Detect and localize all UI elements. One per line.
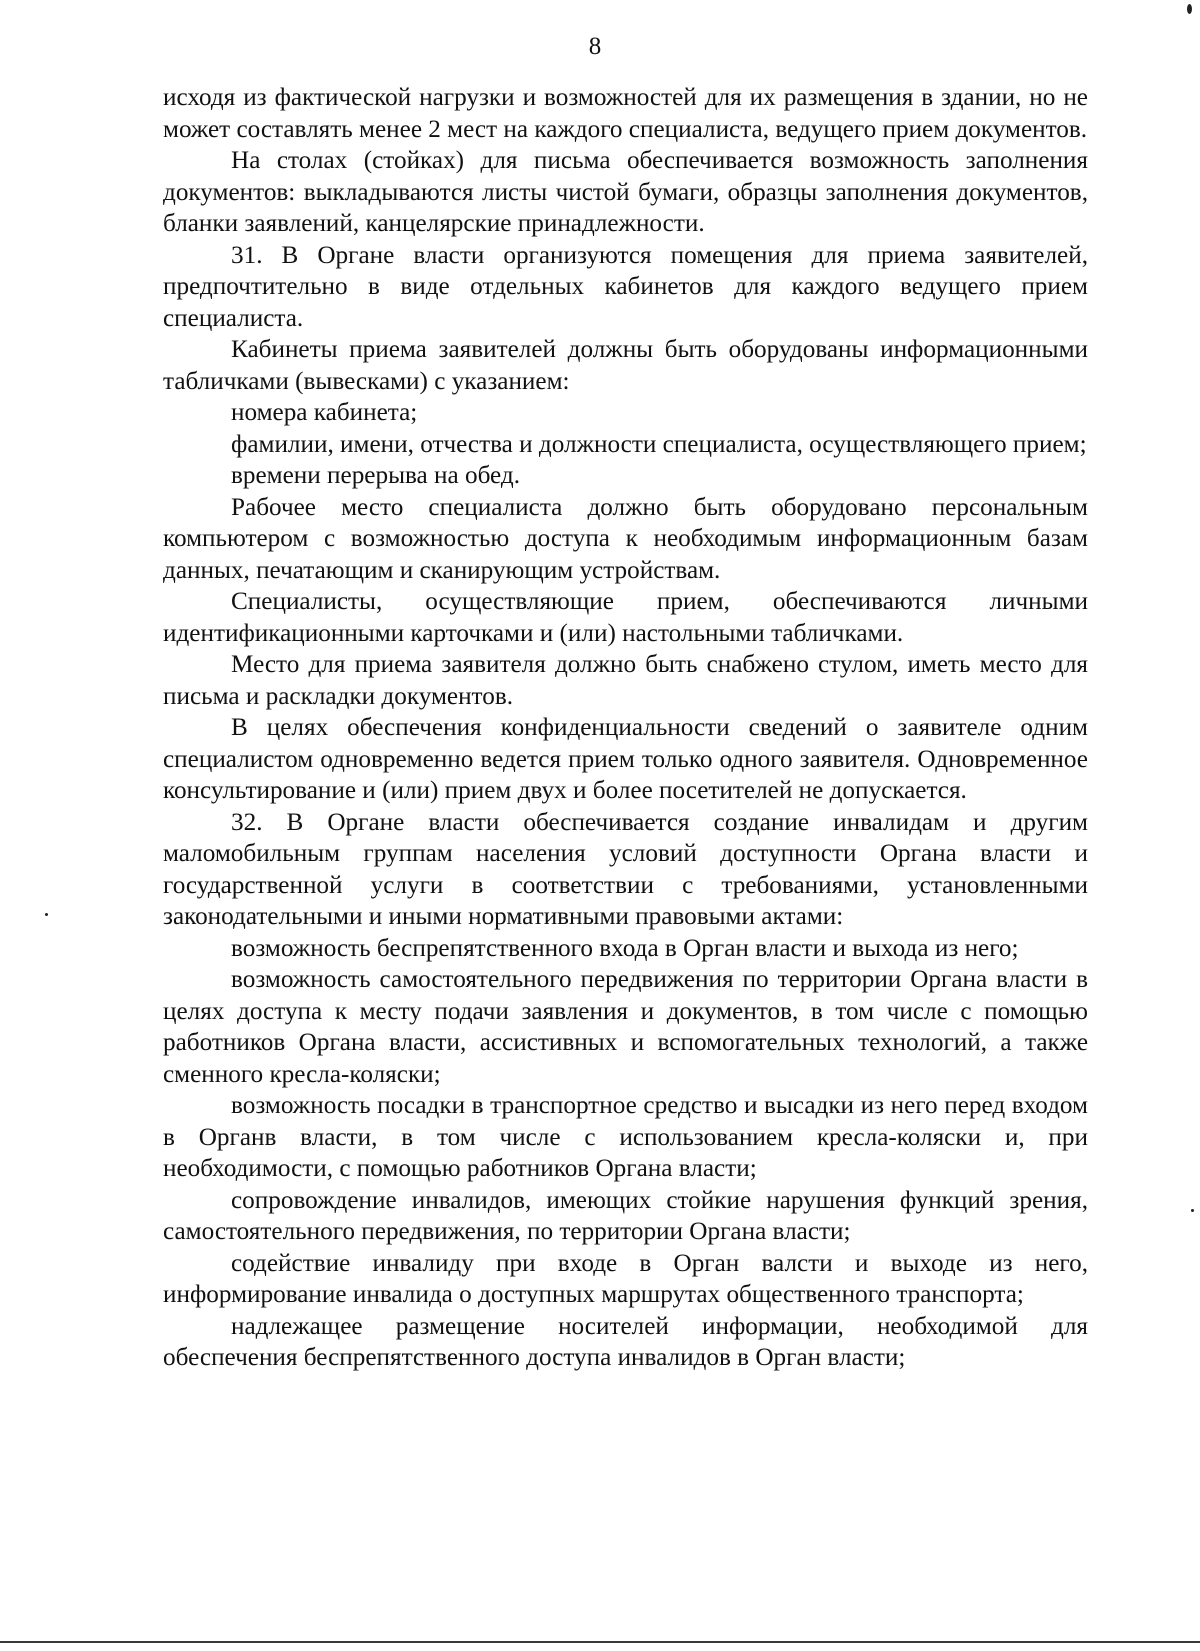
list-item: надлежащее размещение носителей информации, необходимой для обеспечения беспрепятственного доступа инвалидов в Орган власти; (163, 1312, 1088, 1371)
paragraph: Рабочее место специалиста должно быть оборудовано персональным компьютером с возможностью доступа к необходимым информационным базам данных, печатающим и сканирующим устройствам. (163, 493, 1088, 584)
paragraph: 32. В Органе власти обеспечивается создание инвалидам и другим маломобильным группам населения условий доступности Органа власти и государственной услуги в соответствии с требованиями, установленными законодательными и иными нормативными правовыми актами: (163, 808, 1088, 930)
paragraph: В целях обеспечения конфиденциальности сведений о заявителе одним специалистом одновременно ведется прием только одного заявителя. Одновременное консультирование и (или) прием двух и более посетителей не допускается. (163, 714, 1088, 804)
list-item: фамилии, имени, отчества и должности специалиста, осуществляющего прием; (231, 430, 1087, 458)
scan-speck (1187, 4, 1192, 14)
list-item: возможность самостоятельного передвижения по территории Органа власти в целях доступа к месту подачи заявления и документов, в том числе с помощью работников Органа власти, ассистивных и вспомогательных технологий, а также сменного кресла-коляски; (163, 966, 1088, 1088)
paragraph: На столах (стойках) для письма обеспечивается возможность заполнения документов: выкладываются листы чистой бумаги, образцы заполнения документов, бланки заявлений, канцелярские принадлежности. (163, 147, 1088, 237)
list-item: содействие инвалиду при входе в Орган валсти и выходе из него, информирование инвалида о доступных маршрутах общественного транспорта; (163, 1249, 1088, 1308)
paragraph: Кабинеты приема заявителей должны быть оборудованы информационными табличками (вывесками) с указанием: (163, 336, 1088, 395)
scan-edge-line (0, 1641, 1200, 1643)
paragraph: Специалисты, осуществляющие прием, обеспечиваются личными идентификационными карточками и (или) настольными табличками. (163, 588, 1088, 647)
page-number: 8 (588, 33, 602, 60)
paragraph: 31. В Органе власти организуются помещения для приема заявителей, предпочтительно в виде отдельных кабинетов для каждого ведущего прием специалиста. (163, 241, 1088, 332)
scan-speck (45, 913, 48, 916)
scan-speck (1191, 1209, 1194, 1212)
list-item: возможность беспрепятственного входа в Орган власти и выхода из него; (231, 934, 1019, 962)
paragraph: исходя из фактической нагрузки и возможностей для их размещения в здании, но не может составлять менее 2 мест на каждого специалиста, ведущего прием документов. (163, 84, 1088, 143)
paragraph: Место для приема заявителя должно быть снабжено стулом, иметь место для письма и раскладки документов. (163, 651, 1088, 710)
list-item: номера кабинета; (231, 399, 418, 426)
list-item: возможность посадки в транспортное средство и высадки из него перед входом в Органв власти, в том числе с использованием кресла-коляски и, при необходимости, с помощью работников Органа власти; (163, 1092, 1088, 1182)
list-item: сопровождение инвалидов, имеющих стойкие нарушения функций зрения, самостоятельного передвижения, по территории Органа власти; (163, 1186, 1088, 1245)
document-body (163, 82, 1088, 1374)
list-item: времени перерыва на обед. (231, 462, 521, 489)
